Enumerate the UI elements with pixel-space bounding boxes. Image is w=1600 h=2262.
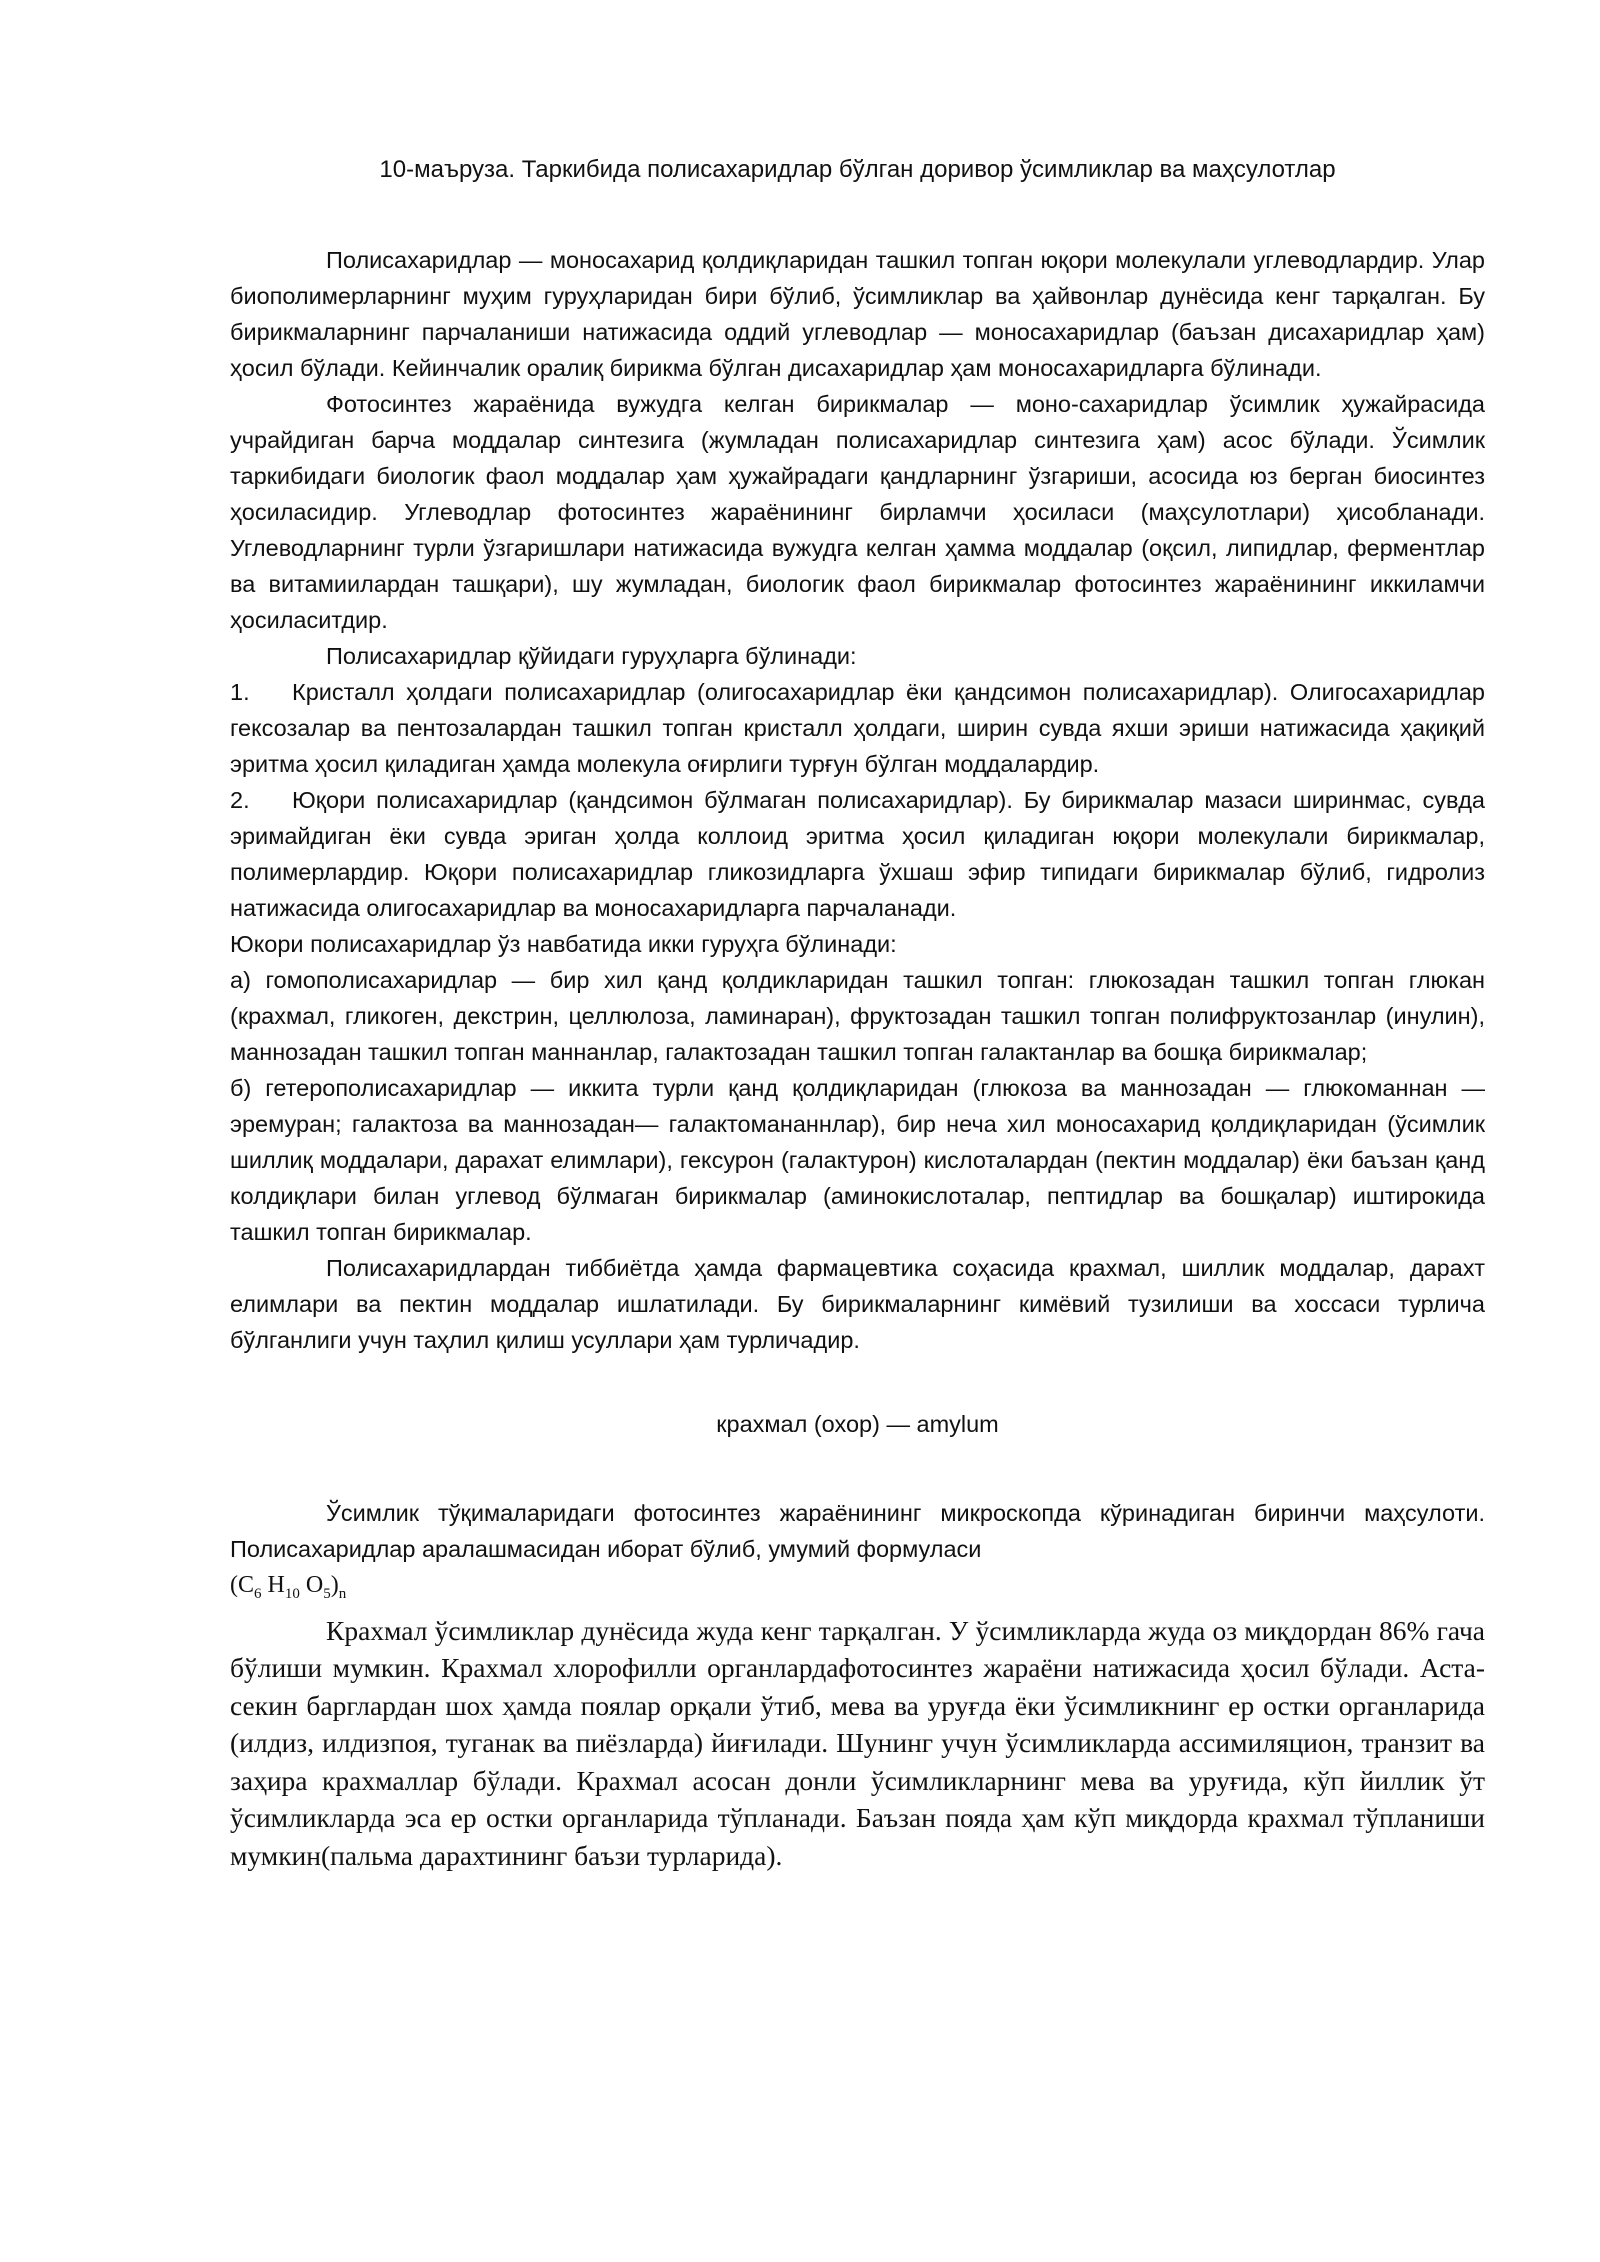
paragraph-starch-intro: Ўсимлик тўқималаридаги фотосинтез жараёнининг микроскопда кўринадиган биринчи маҳсулоти. Полисахаридлар аралашмасидан иборат бўлиб, умумий формуласи (230, 1500, 1485, 1562)
paragraph-heteropolysaccharides: б) гетерополисахаридлар — иккита турли қанд қолдиқларидан (глюкоза ва маннозадан — глюкоманнан — эремуран; галактоза ва маннозадан— галактомананнлар), бир неча хил моносахарид қолдиқларидан (ўсимлик шиллиқ моддалари, дарахат елимлари), гексурон (галактурон) кислоталардан (пектин моддалар) ёки баъзан қанд колдиқлари билан углевод бўлмаган бирикмалар (аминокислоталар, пептидлар ва бошқалар) иштирокида ташкил топган бирикмалар. (230, 1075, 1485, 1245)
section-heading-starch: крахмал (охор) — amylum (716, 1411, 999, 1437)
list-item-higher (230, 782, 1485, 926)
paragraph-photosynthesis: Фотосинтез жараёнида вужудга келган бирикмалар — моно-сахаридлар ўсимлик ҳужайрасида учрайдиган барча моддалар синтезига (жумладан полисахаридлар синтезига ҳам) асос бўлади. Ўсимлик таркибидаги биологик фаол моддалар ҳам ҳужайрадаги қандларнинг ўзгариши, асосида юз берган биосинтез ҳосиласидир. Углеводлар фотосинтез жараёнининг бирламчи ҳосиласи (маҳсулотлари) ҳисобланади. Углеводларнинг турли ўзгаришлари натижасида вужудга келган ҳамма моддалар (оқсил, липидлар, ферментлар ва витамиилардан ташқари), шу жумладан, биологик фаол бирикмалар фотосинтез жараёнининг иккиламчи ҳосиласитдир. (230, 391, 1485, 633)
document-page (230, 152, 1485, 1874)
paragraph-classification-intro: Полисахаридлар қўйидаги гуруҳларга бўлинади: (326, 643, 857, 669)
list-number: 2. (230, 787, 250, 813)
paragraph-definition: Полисахаридлар — моносахарид қолдиқларидан ташкил топган юқори молекулали углеводлардир. Улар биополимерларнинг муҳим гуруҳларидан бири бўлиб, ўсимликлар ва ҳайвонлар дунёсида кенг тарқалган. Бу бирикмаларнинг парчаланиши натижасида оддий углеводлар — моносахаридлар (баъзан дисахаридлар ҳам) ҳосил бўлади. Кейинчалик оралиқ бирикма бўлган дисахаридлар ҳам моносахаридларга бўлинади. (230, 247, 1485, 381)
paragraph-homopolysaccharides: а) гомополисахаридлар — бир хил қанд қолдикларидан ташкил топган: глюкозадан ташкил топган глюкан (крахмал, гликоген, декстрин, целлюлоза, ламинаран), фруктозадан ташкил топган полифруктозанлар (инулин), маннозадан ташкил топган маннанлар, галактозадан ташкил топган галактанлар ва бошқа бирикмалар; (230, 967, 1485, 1065)
list-text: Кристалл ҳолдаги полисахаридлар (олигосахаридлар ёки қандсимон полисахаридлар). Олигосахаридлар гексозалар ва пентозалардан ташкил топган кристалл ҳолдаги, ширин сувда яхши эриши натижасида ҳақиқий эритма ҳосил қиладиган ҳамда молекула оғирлиги турғун бўлган моддалардир. (230, 679, 1485, 777)
list-item-crystalline (230, 674, 1485, 782)
paragraph-medical-use: Полисахаридлардан тиббиётда ҳамда фармацевтика соҳасида крахмал, шиллик моддалар, дарахт елимлари ва пектин моддалар ишлатилади. Бу бирикмаларнинг кимёвий тузилиши ва хоссаси турлича бўлганлиги учун таҳлил қилиш усуллари ҳам турличадир. (230, 1255, 1485, 1353)
starch-formula: ($C_6$ $H_{10}$ $O_5)_n$ (230, 1572, 347, 1602)
list-number: 1. (230, 679, 250, 705)
lecture-title: 10-маъруза. Таркибида полисахаридлар бўлган доривор ўсимликлар ва маҳсулотлар (379, 156, 1336, 183)
paragraph-two-groups: Юкори полисахаридлар ўз навбатида икки гуруҳга бўлинади: (230, 931, 897, 957)
paragraph-starch-distribution: Крахмал ўсимликлар дунёсида жуда кенг тарқалган. У ўсимликларда жуда оз миқдордан 86% гача бўлиши мумкин. Крахмал хлорофилли органлардафотосинтез жараёни натижасида ҳосил бўлади. Аста-секин барглардан шох ҳамда поялар орқали ўтиб, мева ва уруғда ёки ўсимликнинг ер остки органларида (илдиз, илдизпоя, туганак ва пиёзларда) йиғилади. Шунинг учун ўсимликларда ассимиляцион, транзит ва заҳира крахмаллар бўлади. Крахмал асосан донли ўсимликларнинг мева ва уруғида, кўп йиллик ўт ўсимликларда эса ер остки органларида тўпланади. Баъзан пояда ҳам кўп миқдорда крахмал тўпланиши мумкин(пальма дарахтининг баъзи турларида). (230, 1614, 1485, 1871)
list-text: Юқори полисахаридлар (қандсимон бўлмаган полисахаридлар). Бу бирикмалар мазаси ширинмас, сувда эримайдиган ёки сувда эриган ҳолда коллоид эритма ҳосил қиладиган юқори молекулали бирикмалар, полимерлардир. Юқори полисахаридлар гликозидларга ўхшаш эфир типидаги бирикмалар бўлиб, гидролиз натижасида олигосахаридлар ва моносахаридларга парчаланади. (230, 787, 1485, 921)
